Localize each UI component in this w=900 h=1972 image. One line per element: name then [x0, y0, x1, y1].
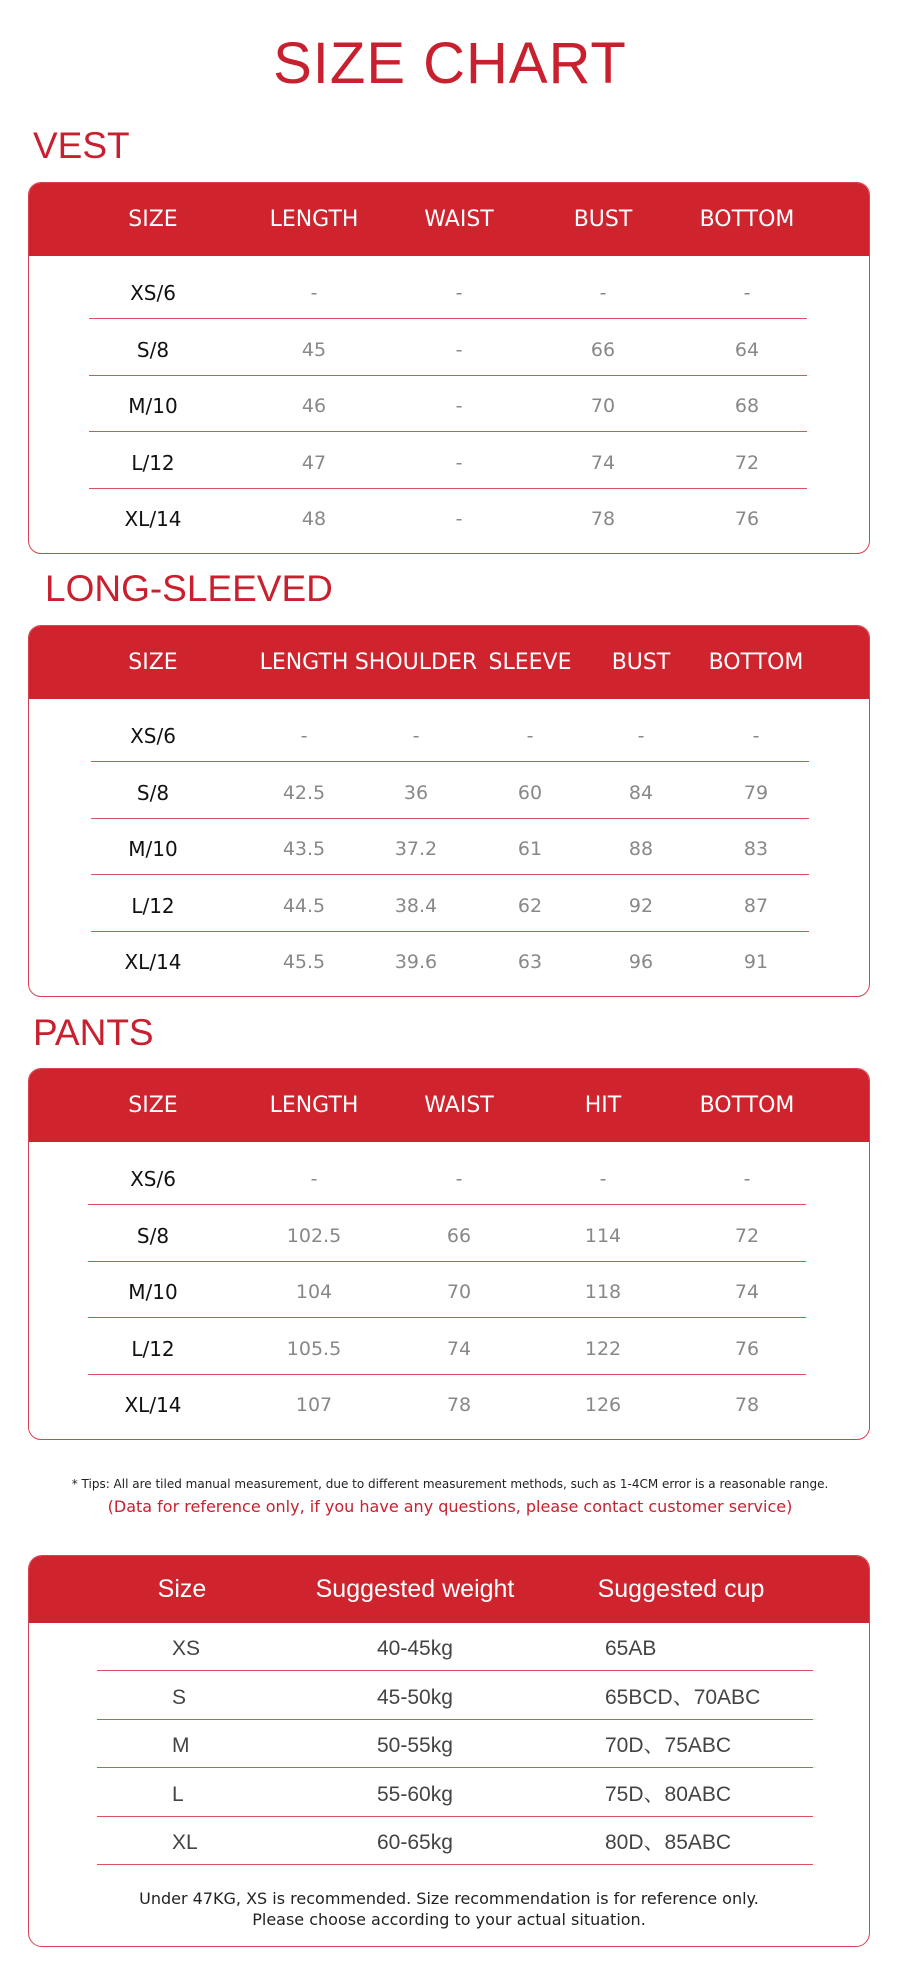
long-sleeved-header-shoulder: SHOULDER — [354, 650, 478, 675]
pants-table — [28, 1068, 870, 1440]
pants-cell: 74 — [734, 1281, 760, 1303]
vest-cell: 47 — [301, 451, 327, 474]
vest-cell: - — [310, 282, 318, 304]
pants-cell: 104 — [295, 1281, 333, 1303]
vest-cell: - — [455, 451, 463, 474]
long-sleeved-cell: XL/14 — [124, 950, 182, 974]
vest-cell: 46 — [301, 395, 327, 417]
suggestion-cell: M — [172, 1734, 190, 1757]
pants-cell: L/12 — [131, 1336, 175, 1361]
long-sleeved-cell: 36 — [403, 781, 429, 804]
long-sleeved-cell: - — [752, 725, 760, 747]
long-sleeved-cell: 61 — [517, 838, 543, 860]
long-sleeved-cell: M/10 — [128, 837, 178, 861]
suggestion-header-2: Suggested cup — [597, 1575, 765, 1603]
long-sleeved-cell: 42.5 — [282, 781, 326, 804]
vest-cell: 66 — [590, 338, 616, 361]
long-sleeved-table — [28, 625, 870, 997]
pants-cell: 70 — [446, 1281, 472, 1303]
long-sleeved-cell: 63 — [517, 951, 543, 973]
long-sleeved-section-title: LONG-SLEEVED — [45, 568, 333, 609]
pants-cell: XL/14 — [124, 1393, 182, 1417]
long-sleeved-header-size: SIZE — [128, 650, 178, 675]
long-sleeved-cell: 92 — [628, 894, 654, 917]
vest-cell: XS/6 — [130, 281, 176, 305]
vest-cell: 68 — [734, 395, 760, 417]
page-title: SIZE CHART — [273, 31, 627, 96]
pants-header-length: LENGTH — [269, 1093, 359, 1118]
long-sleeved-cell: - — [300, 725, 308, 747]
vest-cell: M/10 — [128, 394, 178, 418]
pants-cell: 66 — [446, 1224, 472, 1247]
long-sleeved-cell: 88 — [628, 838, 654, 860]
long-sleeved-cell: 62 — [517, 894, 543, 917]
vest-cell: 74 — [590, 451, 616, 474]
vest-cell: L/12 — [131, 450, 175, 475]
row-separator — [89, 488, 807, 489]
pants-cell: 74 — [446, 1337, 472, 1360]
row-separator — [88, 1204, 806, 1205]
suggestion-footer-line2: Please choose according to your actual situation. — [252, 1910, 646, 1929]
long-sleeved-cell: S/8 — [136, 780, 170, 805]
row-separator — [89, 431, 807, 432]
suggestion-cell: 50-55kg — [377, 1734, 453, 1757]
pants-cell: 118 — [584, 1281, 622, 1303]
row-separator — [97, 1719, 813, 1720]
vest-cell: - — [455, 395, 463, 417]
suggestion-cell: 65AB — [605, 1637, 657, 1660]
pants-cell: 102.5 — [286, 1224, 342, 1247]
pants-cell: 107 — [295, 1394, 333, 1416]
long-sleeved-cell: 60 — [517, 781, 543, 804]
vest-cell: 70 — [590, 395, 616, 417]
long-sleeved-cell: 37.2 — [394, 838, 438, 860]
suggestion-header-0: Size — [157, 1575, 207, 1603]
row-separator — [91, 761, 809, 762]
vest-cell: 45 — [301, 338, 327, 361]
vest-cell: - — [455, 338, 463, 361]
row-separator — [97, 1670, 813, 1671]
long-sleeved-header-sleeve: SLEEVE — [488, 650, 572, 675]
suggestion-cell: 75D、80ABC — [605, 1782, 732, 1806]
vest-table-header — [29, 183, 869, 256]
long-sleeved-cell: 83 — [743, 838, 769, 860]
row-separator — [97, 1767, 813, 1768]
tips-text: * Tips: All are tiled manual measurement, due to different measurement methods, such as 1-4CM error is a reasonable range. — [71, 1477, 829, 1491]
vest-header-waist: WAIST — [424, 207, 494, 232]
vest-cell: S/8 — [136, 337, 170, 362]
pants-header-hit: HIT — [584, 1093, 622, 1118]
long-sleeved-cell: 44.5 — [282, 894, 326, 917]
row-separator — [88, 1374, 806, 1375]
vest-cell: 64 — [734, 338, 760, 361]
pants-cell: 78 — [446, 1394, 472, 1416]
long-sleeved-cell: 91 — [743, 951, 769, 973]
row-separator — [89, 318, 807, 319]
pants-cell: XS/6 — [130, 1167, 176, 1191]
suggestion-cell: 65BCD、70ABC — [605, 1685, 761, 1709]
pants-cell: - — [743, 1168, 751, 1190]
long-sleeved-table-header — [29, 626, 869, 699]
vest-cell: XL/14 — [124, 507, 182, 531]
vest-cell: - — [455, 282, 463, 304]
pants-cell: - — [599, 1168, 607, 1190]
vest-table — [28, 182, 870, 554]
vest-header-size: SIZE — [128, 207, 178, 232]
pants-cell: 76 — [734, 1337, 760, 1360]
long-sleeved-cell: 84 — [628, 781, 654, 804]
long-sleeved-cell: 79 — [743, 781, 769, 804]
row-separator — [91, 874, 809, 875]
long-sleeved-cell: 39.6 — [394, 951, 438, 973]
long-sleeved-cell: - — [526, 725, 534, 747]
vest-cell: 48 — [301, 508, 327, 530]
pants-header-size: SIZE — [128, 1093, 178, 1118]
long-sleeved-header-bottom: BOTTOM — [708, 650, 804, 675]
suggestion-cell: S — [172, 1685, 187, 1709]
pants-cell: 122 — [584, 1337, 622, 1360]
suggestion-cell: L — [172, 1782, 184, 1806]
suggestion-cell: 70D、75ABC — [605, 1734, 732, 1757]
vest-header-length: LENGTH — [269, 207, 359, 232]
vest-cell: - — [455, 508, 463, 530]
pants-cell: 78 — [734, 1394, 760, 1416]
suggestion-cell: 40-45kg — [377, 1637, 453, 1660]
row-separator — [89, 375, 807, 376]
vest-header-bust: BUST — [573, 207, 633, 232]
suggestion-cell: 60-65kg — [377, 1831, 453, 1854]
suggestion-cell: XS — [172, 1637, 201, 1660]
long-sleeved-cell: 87 — [743, 894, 769, 917]
pants-cell: - — [455, 1168, 463, 1190]
pants-cell: 105.5 — [286, 1337, 342, 1360]
row-separator — [97, 1864, 813, 1865]
pants-table-header — [29, 1069, 869, 1142]
vest-cell: - — [599, 282, 607, 304]
long-sleeved-cell: 45.5 — [282, 951, 326, 973]
pants-cell: 126 — [584, 1394, 622, 1416]
row-separator — [91, 818, 809, 819]
pants-cell: 72 — [734, 1224, 760, 1247]
long-sleeved-cell: 38.4 — [394, 894, 438, 917]
long-sleeved-cell: - — [412, 725, 420, 747]
suggestion-footer-line1: Under 47KG, XS is recommended. Size recommendation is for reference only. — [139, 1889, 759, 1908]
row-separator — [97, 1816, 813, 1817]
long-sleeved-cell: - — [637, 725, 645, 747]
vest-header-bottom: BOTTOM — [699, 207, 795, 232]
suggestion-table-header — [29, 1556, 869, 1623]
row-separator — [88, 1261, 806, 1262]
pants-header-waist: WAIST — [424, 1093, 494, 1118]
vest-cell: - — [743, 282, 751, 304]
vest-cell: 78 — [590, 508, 616, 530]
long-sleeved-cell: L/12 — [131, 893, 175, 918]
suggestion-header-1: Suggested weight — [315, 1575, 515, 1603]
pants-cell: S/8 — [136, 1223, 170, 1248]
pants-header-bottom: BOTTOM — [699, 1093, 795, 1118]
long-sleeved-header-bust: BUST — [611, 650, 671, 675]
pants-section-title: PANTS — [33, 1012, 154, 1053]
vest-cell: 72 — [734, 451, 760, 474]
pants-cell: M/10 — [128, 1280, 178, 1304]
long-sleeved-cell: XS/6 — [130, 724, 176, 748]
suggestion-cell: 45-50kg — [377, 1685, 453, 1709]
long-sleeved-header-length: LENGTH — [259, 650, 349, 675]
row-separator — [88, 1317, 806, 1318]
long-sleeved-cell: 96 — [628, 951, 654, 973]
suggestion-cell: XL — [172, 1831, 198, 1854]
pants-cell: - — [310, 1168, 318, 1190]
suggestion-cell: 80D、85ABC — [605, 1831, 732, 1854]
pants-cell: 114 — [584, 1224, 622, 1247]
suggestion-table — [28, 1555, 870, 1947]
vest-section-title: VEST — [33, 125, 130, 166]
reference-note: (Data for reference only, if you have any questions, please contact customer service) — [107, 1497, 793, 1516]
suggestion-cell: 55-60kg — [377, 1782, 453, 1806]
long-sleeved-cell: 43.5 — [282, 838, 326, 860]
row-separator — [91, 931, 809, 932]
vest-cell: 76 — [734, 508, 760, 530]
